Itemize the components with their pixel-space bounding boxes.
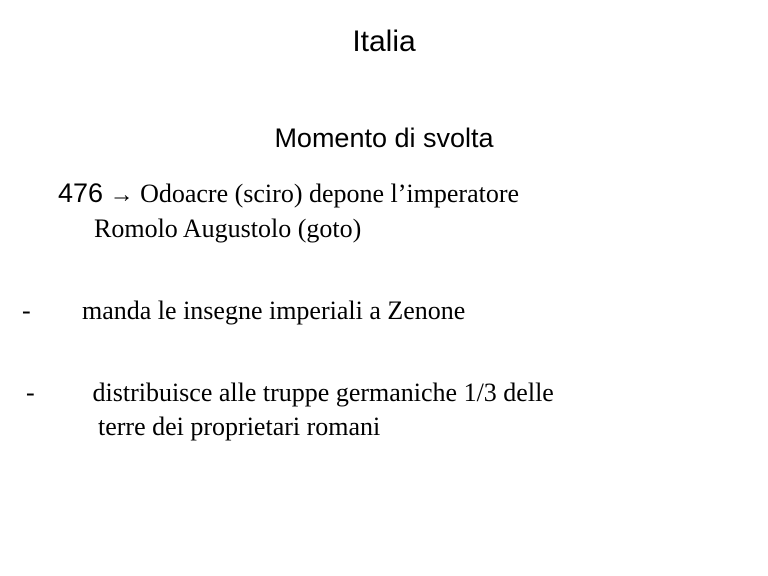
list-item-continuation: terre dei proprietari romani	[98, 412, 381, 441]
year-statement-text: Odoacre (sciro) depone l’imperatore	[140, 179, 520, 208]
spacer-1	[58, 246, 728, 294]
year-value: 476	[58, 178, 104, 208]
year-statement-continuation: Romolo Augustolo (goto)	[94, 214, 362, 243]
slide-body	[22, 176, 728, 444]
year-statement	[58, 176, 728, 212]
list-item	[26, 376, 728, 410]
list-item-label: distribuisce alle truppe germaniche 1/3 delle	[86, 378, 554, 407]
spacer-2	[58, 328, 728, 376]
bullet-marker: -	[22, 296, 31, 325]
bullet-marker: -	[26, 378, 35, 407]
arrow-icon: →	[109, 181, 134, 208]
page-title: Italia	[352, 25, 416, 58]
list-item-label: manda le insegne imperiali a Zenone	[82, 296, 466, 325]
list-item	[22, 294, 728, 328]
slide-subtitle: Momento di svolta	[274, 123, 494, 153]
